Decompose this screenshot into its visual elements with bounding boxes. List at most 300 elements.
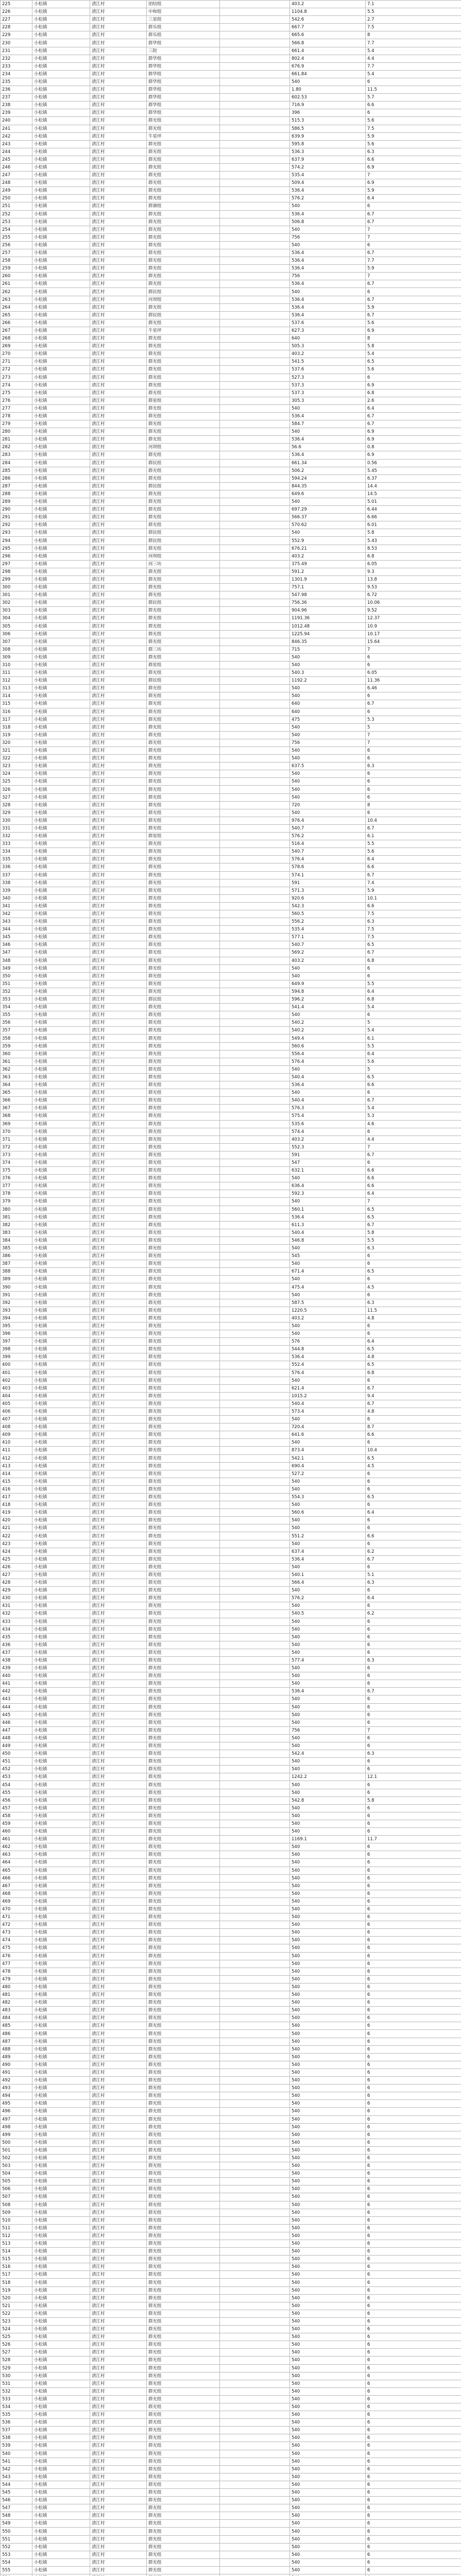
empty-cell bbox=[220, 2084, 290, 2092]
empty-cell bbox=[220, 1524, 290, 1532]
town-cell: 小松镇 bbox=[32, 2411, 90, 2419]
count-cell: 6 bbox=[366, 1672, 461, 1680]
town-cell: 小松镇 bbox=[32, 1268, 90, 1276]
village-cell: 清江村 bbox=[90, 2528, 147, 2535]
count-cell: 6.5 bbox=[366, 358, 461, 366]
area-cell: 574.1 bbox=[290, 871, 366, 879]
row-number-cell: 405 bbox=[1, 1400, 32, 1408]
count-cell: 5.9 bbox=[366, 303, 461, 311]
empty-cell bbox=[220, 1820, 290, 1827]
table-row bbox=[1, 2349, 461, 2357]
group-cell: 群光组 bbox=[147, 1120, 220, 1128]
town-cell: 小松镇 bbox=[32, 2395, 90, 2403]
group-cell: 群光组 bbox=[147, 1882, 220, 1890]
empty-cell bbox=[220, 957, 290, 964]
town-cell: 小松镇 bbox=[32, 273, 90, 280]
row-number-cell: 241 bbox=[1, 125, 32, 132]
row-number-cell: 479 bbox=[1, 1975, 32, 1983]
count-cell: 6 bbox=[366, 2108, 461, 2115]
village-cell: 清江村 bbox=[90, 552, 147, 560]
row-number-cell: 389 bbox=[1, 1276, 32, 1283]
village-cell: 清江村 bbox=[90, 1089, 147, 1097]
group-cell: 群光组 bbox=[147, 2201, 220, 2209]
empty-cell bbox=[220, 2528, 290, 2535]
group-cell: 群光组 bbox=[147, 172, 220, 179]
village-cell: 清江村 bbox=[90, 1851, 147, 1859]
area-cell: 1242.2 bbox=[290, 1773, 366, 1781]
village-cell: 清江村 bbox=[90, 265, 147, 273]
count-cell: 6 bbox=[366, 288, 461, 296]
group-cell: 群光组 bbox=[147, 1587, 220, 1595]
village-cell: 清江村 bbox=[90, 1035, 147, 1042]
village-cell: 清江村 bbox=[90, 172, 147, 179]
town-cell: 小松镇 bbox=[32, 1027, 90, 1035]
count-cell: 6.5 bbox=[366, 1361, 461, 1369]
village-cell: 清江村 bbox=[90, 16, 147, 24]
area-cell: 560.6 bbox=[290, 1509, 366, 1517]
village-cell: 清江村 bbox=[90, 2387, 147, 2395]
group-cell: 群光组 bbox=[147, 381, 220, 389]
table-row bbox=[1, 1299, 461, 1307]
town-cell: 小松镇 bbox=[32, 1610, 90, 1618]
row-number-cell: 471 bbox=[1, 1913, 32, 1921]
table-row bbox=[1, 1462, 461, 1470]
empty-cell bbox=[220, 2364, 290, 2372]
group-cell: 群光组 bbox=[147, 2092, 220, 2100]
row-number-cell: 536 bbox=[1, 2419, 32, 2427]
row-number-cell: 413 bbox=[1, 1462, 32, 1470]
row-number-cell: 422 bbox=[1, 1532, 32, 1540]
group-cell: 群光组 bbox=[147, 420, 220, 428]
empty-cell bbox=[220, 218, 290, 226]
group-cell: 群光组 bbox=[147, 910, 220, 918]
group-cell: 群光组 bbox=[147, 1905, 220, 1913]
area-cell: 540 bbox=[290, 1524, 366, 1532]
town-cell: 小松镇 bbox=[32, 55, 90, 62]
group-cell: 群光组 bbox=[147, 2271, 220, 2279]
count-cell: 8.53 bbox=[366, 545, 461, 552]
town-cell: 小松镇 bbox=[32, 1750, 90, 1758]
group-cell: 群光组 bbox=[147, 2419, 220, 2427]
row-number-cell: 420 bbox=[1, 1517, 32, 1524]
table-row bbox=[1, 1913, 461, 1921]
table-row bbox=[1, 1734, 461, 1742]
empty-cell bbox=[220, 1952, 290, 1960]
town-cell: 小松镇 bbox=[32, 1571, 90, 1579]
table-row bbox=[1, 599, 461, 607]
area-cell: 540 bbox=[290, 2271, 366, 2279]
count-cell: 6 bbox=[366, 1937, 461, 1944]
group-cell: 群光组 bbox=[147, 1633, 220, 1641]
village-cell: 清江村 bbox=[90, 1377, 147, 1384]
village-cell: 清江村 bbox=[90, 1797, 147, 1804]
row-number-cell: 529 bbox=[1, 2364, 32, 2372]
empty-cell bbox=[220, 226, 290, 233]
town-cell: 小松镇 bbox=[32, 1120, 90, 1128]
group-cell: 群光组 bbox=[147, 498, 220, 506]
count-cell: 6 bbox=[366, 1789, 461, 1797]
table-row bbox=[1, 801, 461, 809]
town-cell: 小松镇 bbox=[32, 1384, 90, 1392]
area-cell: 545 bbox=[290, 1252, 366, 1260]
area-cell: 570.62 bbox=[290, 521, 366, 529]
empty-cell bbox=[220, 101, 290, 109]
village-cell: 清江村 bbox=[90, 988, 147, 995]
empty-cell bbox=[220, 343, 290, 350]
town-cell: 小松镇 bbox=[32, 31, 90, 39]
village-cell: 清江村 bbox=[90, 677, 147, 685]
row-number-cell: 346 bbox=[1, 941, 32, 949]
row-number-cell: 267 bbox=[1, 327, 32, 334]
area-cell: 546.8 bbox=[290, 1236, 366, 1244]
town-cell: 小松镇 bbox=[32, 514, 90, 521]
count-cell: 7.5 bbox=[366, 910, 461, 918]
group-cell: 群光组 bbox=[147, 2263, 220, 2271]
group-cell: 群星组 bbox=[147, 397, 220, 404]
table-row bbox=[1, 731, 461, 739]
table-row bbox=[1, 2154, 461, 2162]
area-cell: 540 bbox=[290, 2442, 366, 2450]
table-row bbox=[1, 1112, 461, 1120]
count-cell: 7 bbox=[366, 1726, 461, 1734]
area-cell: 540 bbox=[290, 2007, 366, 2014]
village-cell: 清江村 bbox=[90, 755, 147, 762]
area-cell: 506.2 bbox=[290, 467, 366, 474]
count-cell: 6 bbox=[366, 1587, 461, 1595]
table-row bbox=[1, 1454, 461, 1462]
count-cell: 6.4 bbox=[366, 1509, 461, 1517]
village-cell: 清江村 bbox=[90, 1595, 147, 1602]
table-row bbox=[1, 1859, 461, 1867]
count-cell: 6.7 bbox=[366, 1151, 461, 1159]
empty-cell bbox=[220, 1937, 290, 1944]
village-cell bbox=[90, 2574, 147, 2576]
count-cell: 6 bbox=[366, 1633, 461, 1641]
area-cell: 537.3 bbox=[290, 389, 366, 397]
empty-cell bbox=[220, 2053, 290, 2061]
count-cell: 10.4 bbox=[366, 817, 461, 824]
area-cell: 641.6 bbox=[290, 1431, 366, 1439]
count-cell: 6 bbox=[366, 2209, 461, 2216]
area-cell: 540 bbox=[290, 2154, 366, 2162]
area-cell: 586.5 bbox=[290, 125, 366, 132]
empty-cell bbox=[220, 2380, 290, 2387]
area-cell: 540 bbox=[290, 2357, 366, 2364]
table-row bbox=[1, 2084, 461, 2092]
area-cell: 509.4 bbox=[290, 179, 366, 187]
row-number-cell: 240 bbox=[1, 117, 32, 125]
town-cell: 小松镇 bbox=[32, 2333, 90, 2341]
count-cell: 6 bbox=[366, 1719, 461, 1726]
row-number-cell: 445 bbox=[1, 1711, 32, 1719]
group-cell: 群光组 bbox=[147, 2123, 220, 2131]
table-row bbox=[1, 1128, 461, 1136]
village-cell: 清江村 bbox=[90, 101, 147, 109]
town-cell: 小松镇 bbox=[32, 1929, 90, 1937]
area-cell: 540 bbox=[290, 226, 366, 233]
row-number-cell: 400 bbox=[1, 1361, 32, 1369]
group-cell: 群光组 bbox=[147, 2310, 220, 2317]
village-cell: 清江村 bbox=[90, 996, 147, 1004]
empty-cell bbox=[220, 2294, 290, 2302]
town-cell: 小松镇 bbox=[32, 179, 90, 187]
empty-cell bbox=[220, 817, 290, 824]
area-cell: 540 bbox=[290, 2465, 366, 2473]
count-cell: 6.1 bbox=[366, 1035, 461, 1042]
town-cell: 小松镇 bbox=[32, 1937, 90, 1944]
village-cell: 清江村 bbox=[90, 397, 147, 404]
town-cell: 小松镇 bbox=[32, 1789, 90, 1797]
area-cell: 540 bbox=[290, 2333, 366, 2341]
village-cell: 清江村 bbox=[90, 335, 147, 343]
group-cell: 群光组 bbox=[147, 1625, 220, 1633]
row-number-cell: 419 bbox=[1, 1509, 32, 1517]
row-number-cell: 334 bbox=[1, 848, 32, 856]
group-cell: 群光组 bbox=[147, 591, 220, 599]
area-cell: 640 bbox=[290, 708, 366, 716]
table-row bbox=[1, 1742, 461, 1750]
count-cell: 7 bbox=[366, 646, 461, 653]
village-cell: 清江村 bbox=[90, 2022, 147, 2030]
village-cell: 清江村 bbox=[90, 1579, 147, 1587]
group-cell: 群光组 bbox=[147, 1004, 220, 1011]
area-cell: 576.4 bbox=[290, 1369, 366, 1377]
empty-cell bbox=[220, 934, 290, 941]
town-cell: 小松镇 bbox=[32, 2543, 90, 2551]
village-cell: 清江村 bbox=[90, 1688, 147, 1696]
group-cell: 群光组 bbox=[147, 1563, 220, 1571]
count-cell: 6 bbox=[366, 1944, 461, 1952]
empty-cell bbox=[220, 739, 290, 747]
area-cell: 540 bbox=[290, 1478, 366, 1485]
row-number-cell: 283 bbox=[1, 451, 32, 459]
empty-cell bbox=[220, 529, 290, 537]
group-cell: 群光组 bbox=[147, 156, 220, 163]
town-cell: 小松镇 bbox=[32, 2528, 90, 2535]
town-cell: 小松镇 bbox=[32, 288, 90, 296]
area-cell: 665.6 bbox=[290, 31, 366, 39]
empty-cell bbox=[220, 762, 290, 770]
empty-cell bbox=[220, 1726, 290, 1734]
count-cell: 6 bbox=[366, 2442, 461, 2450]
town-cell: 小松镇 bbox=[32, 474, 90, 482]
empty-cell bbox=[220, 389, 290, 397]
town-cell: 小松镇 bbox=[32, 412, 90, 420]
town-cell: 小松镇 bbox=[32, 498, 90, 506]
town-cell: 小松镇 bbox=[32, 2317, 90, 2325]
row-number-cell: 253 bbox=[1, 218, 32, 226]
empty-cell bbox=[220, 1836, 290, 1843]
row-number-cell: 247 bbox=[1, 172, 32, 179]
group-cell: 群光组 bbox=[147, 1400, 220, 1408]
village-cell: 清江村 bbox=[90, 1050, 147, 1058]
count-cell: 5 bbox=[366, 723, 461, 731]
empty-cell bbox=[220, 459, 290, 467]
town-cell: 小松镇 bbox=[32, 1781, 90, 1789]
group-cell: 群光组 bbox=[147, 1042, 220, 1050]
town-cell: 小松镇 bbox=[32, 848, 90, 856]
empty-cell bbox=[220, 568, 290, 575]
row-number-cell: 325 bbox=[1, 778, 32, 786]
area-cell: 594.24 bbox=[290, 474, 366, 482]
empty-cell bbox=[220, 2317, 290, 2325]
empty-cell bbox=[220, 140, 290, 148]
table-row bbox=[1, 2240, 461, 2248]
count-cell: 6.6 bbox=[366, 1175, 461, 1182]
count-cell: 7 bbox=[366, 273, 461, 280]
row-number-cell: 440 bbox=[1, 1672, 32, 1680]
village-cell: 清江村 bbox=[90, 514, 147, 521]
village-cell: 清江村 bbox=[90, 374, 147, 381]
count-cell: 6 bbox=[366, 2450, 461, 2458]
table-row bbox=[1, 1081, 461, 1089]
area-cell: 540 bbox=[290, 786, 366, 793]
town-cell: 小松镇 bbox=[32, 2442, 90, 2450]
group-cell: 群光组 bbox=[147, 1781, 220, 1789]
village-cell: 清江村 bbox=[90, 389, 147, 397]
table-row bbox=[1, 762, 461, 770]
group-cell: 群光组 bbox=[147, 2489, 220, 2497]
empty-cell bbox=[220, 1245, 290, 1252]
count-cell: 6 bbox=[366, 2286, 461, 2294]
empty-cell bbox=[220, 786, 290, 793]
group-cell: 群光组 bbox=[147, 1369, 220, 1377]
town-cell: 小松镇 bbox=[32, 902, 90, 910]
empty-cell bbox=[220, 428, 290, 436]
count-cell: 7.5 bbox=[366, 24, 461, 31]
empty-cell bbox=[220, 187, 290, 195]
row-number-cell: 499 bbox=[1, 2131, 32, 2139]
town-cell: 小松镇 bbox=[32, 2014, 90, 2022]
count-cell: 6 bbox=[366, 2185, 461, 2193]
row-number-cell: 344 bbox=[1, 926, 32, 934]
area-cell: 505.3 bbox=[290, 343, 366, 350]
table-row bbox=[1, 560, 461, 568]
area-cell: 602.53 bbox=[290, 94, 366, 101]
empty-cell bbox=[220, 2115, 290, 2123]
town-cell: 小松镇 bbox=[32, 591, 90, 599]
row-number-cell: 402 bbox=[1, 1377, 32, 1384]
area-cell: 540 bbox=[290, 2403, 366, 2411]
group-cell: 群光组 bbox=[147, 1353, 220, 1361]
empty-cell bbox=[220, 723, 290, 731]
group-cell: 群光组 bbox=[147, 1867, 220, 1874]
area-cell: 540 bbox=[290, 2263, 366, 2271]
empty-cell bbox=[220, 871, 290, 879]
area-cell: 506.8 bbox=[290, 218, 366, 226]
area-cell: 540 bbox=[290, 2380, 366, 2387]
row-number-cell: 287 bbox=[1, 482, 32, 490]
group-cell: 群光组 bbox=[147, 879, 220, 887]
count-cell: 6 bbox=[366, 1563, 461, 1571]
town-cell: 小松镇 bbox=[32, 16, 90, 24]
area-cell: 1169.1 bbox=[290, 1836, 366, 1843]
table-row bbox=[1, 148, 461, 156]
village-cell: 清江村 bbox=[90, 1905, 147, 1913]
town-cell: 小松镇 bbox=[32, 62, 90, 70]
group-cell: 群光组 bbox=[147, 2294, 220, 2302]
table-row bbox=[1, 840, 461, 848]
table-row bbox=[1, 62, 461, 70]
area-cell: 1.80 bbox=[290, 86, 366, 94]
count-cell: 6 bbox=[366, 1867, 461, 1874]
group-cell: 群光组 bbox=[147, 1665, 220, 1672]
group-cell: 群光组 bbox=[147, 187, 220, 195]
row-number-cell: 496 bbox=[1, 2108, 32, 2115]
town-cell: 小松镇 bbox=[32, 1167, 90, 1175]
row-number-cell: 450 bbox=[1, 1750, 32, 1758]
table-row bbox=[1, 1595, 461, 1602]
table-row bbox=[1, 101, 461, 109]
town-cell: 小松镇 bbox=[32, 1112, 90, 1120]
town-cell: 小松镇 bbox=[32, 2551, 90, 2558]
empty-cell bbox=[220, 451, 290, 459]
area-cell: 566.37 bbox=[290, 514, 366, 521]
empty-cell bbox=[220, 1602, 290, 1610]
town-cell: 小松镇 bbox=[32, 926, 90, 934]
count-cell: 6 bbox=[366, 2123, 461, 2131]
row-number-cell: 355 bbox=[1, 1011, 32, 1019]
town-cell: 小松镇 bbox=[32, 692, 90, 700]
count-cell: 6 bbox=[366, 2551, 461, 2558]
village-cell: 清江村 bbox=[90, 1236, 147, 1244]
village-cell: 清江村 bbox=[90, 716, 147, 723]
area-cell: 540 bbox=[290, 1975, 366, 1983]
table-row bbox=[1, 2450, 461, 2458]
empty-cell bbox=[220, 1517, 290, 1524]
count-cell: 5.8 bbox=[366, 529, 461, 537]
row-number-cell: 274 bbox=[1, 381, 32, 389]
town-cell: 小松镇 bbox=[32, 2357, 90, 2364]
row-number-cell: 392 bbox=[1, 1299, 32, 1307]
village-cell: 清江村 bbox=[90, 1758, 147, 1766]
town-cell: 小松镇 bbox=[32, 1843, 90, 1851]
group-cell: 群光组 bbox=[147, 1579, 220, 1587]
area-cell: 540 bbox=[290, 1874, 366, 1882]
village-cell: 清江村 bbox=[90, 1431, 147, 1439]
empty-cell bbox=[220, 2131, 290, 2139]
group-cell: 群光组 bbox=[147, 2380, 220, 2387]
group-cell: 群光组 bbox=[147, 428, 220, 436]
table-row bbox=[1, 2256, 461, 2263]
town-cell: 小松镇 bbox=[32, 1291, 90, 1299]
village-cell: 清江村 bbox=[90, 179, 147, 187]
row-number-cell: 350 bbox=[1, 972, 32, 980]
empty-cell bbox=[220, 1198, 290, 1206]
group-cell: 群华组 bbox=[147, 39, 220, 47]
town-cell: 小松镇 bbox=[32, 2310, 90, 2317]
table-row bbox=[1, 2131, 461, 2139]
town-cell: 小松镇 bbox=[32, 1307, 90, 1314]
empty-cell bbox=[220, 1004, 290, 1011]
group-cell: 群光组 bbox=[147, 1299, 220, 1307]
group-cell: 群光组 bbox=[147, 233, 220, 241]
area-cell: 56.6 bbox=[290, 444, 366, 451]
group-cell: 群光组 bbox=[147, 1649, 220, 1656]
group-cell: 群光组 bbox=[147, 1408, 220, 1415]
table-row bbox=[1, 1206, 461, 1213]
row-number-cell: 493 bbox=[1, 2084, 32, 2092]
row-number-cell: 427 bbox=[1, 1571, 32, 1579]
row-number-cell: 553 bbox=[1, 2551, 32, 2558]
area-cell: 540.7 bbox=[290, 941, 366, 949]
village-cell: 清江村 bbox=[90, 894, 147, 902]
count-cell: 11.36 bbox=[366, 677, 461, 685]
town-cell: 小松镇 bbox=[32, 972, 90, 980]
table-row bbox=[1, 1159, 461, 1166]
town-cell: 小松镇 bbox=[32, 1665, 90, 1672]
count-cell: 6 bbox=[366, 2038, 461, 2045]
